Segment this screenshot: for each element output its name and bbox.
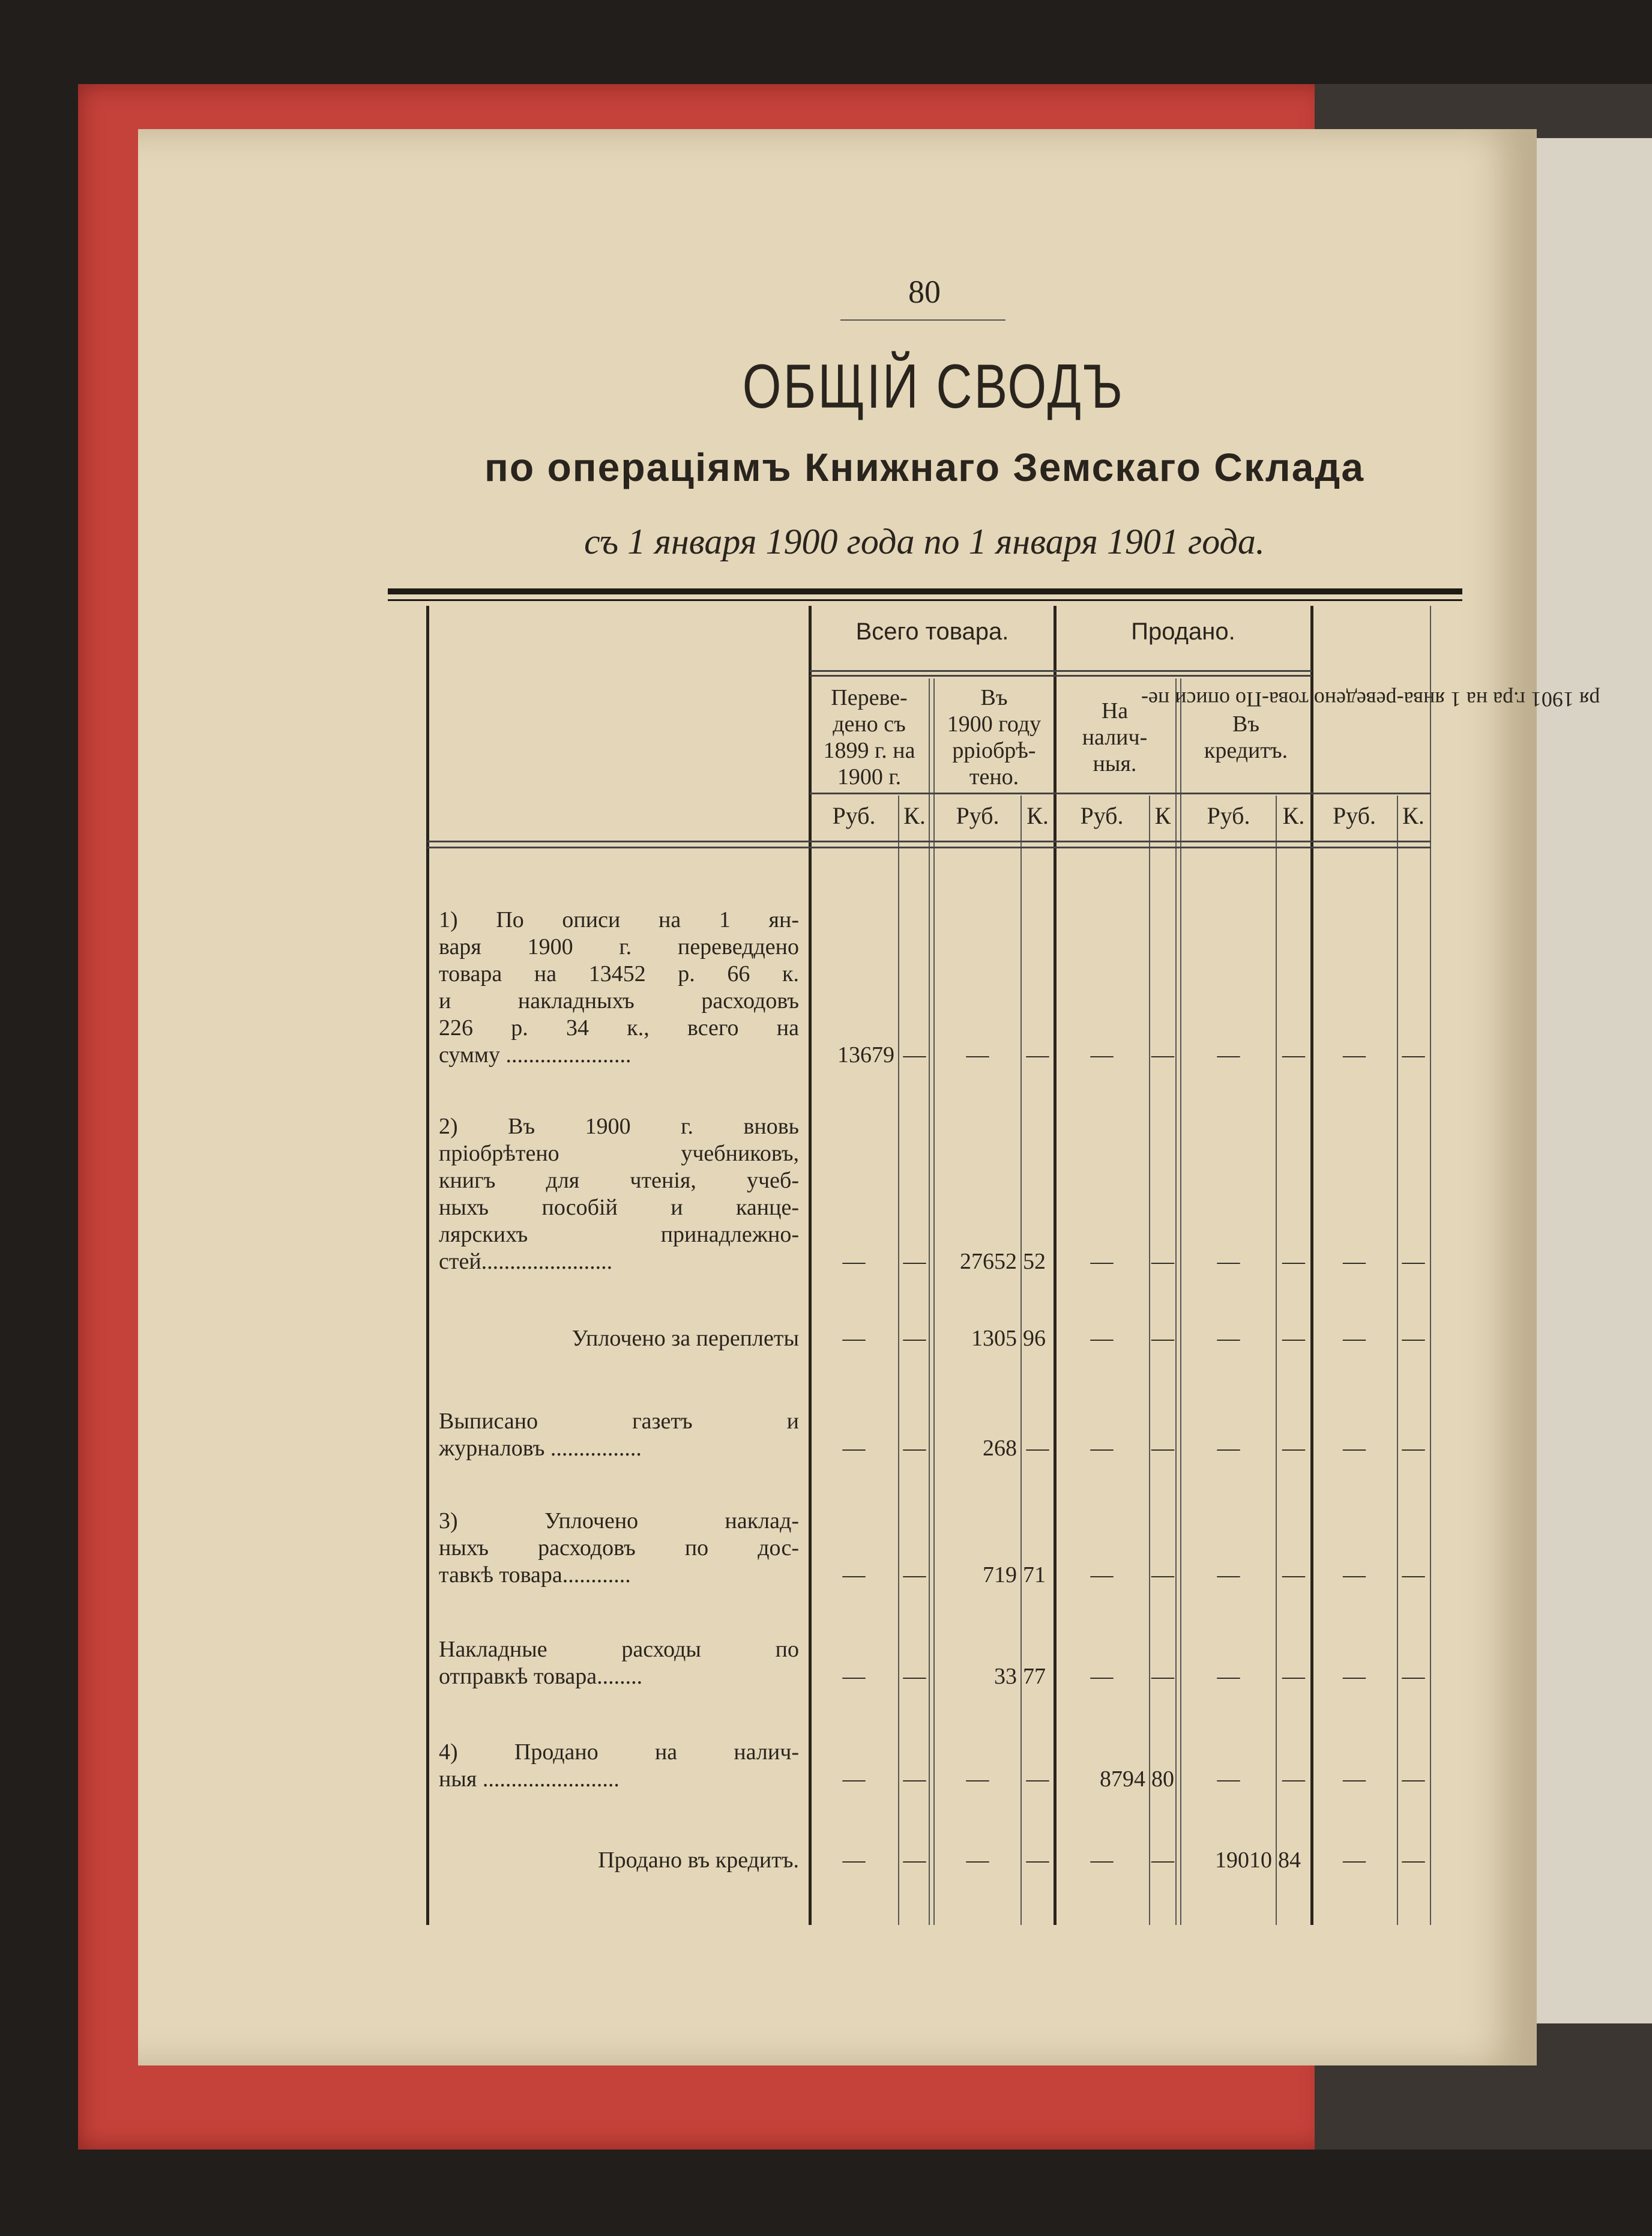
cell-value: — <box>842 1436 866 1461</box>
cell-value: — <box>1151 1249 1174 1274</box>
row-label-line: 4) Продано на налич- <box>439 1739 799 1765</box>
cell-value: — <box>903 1848 926 1873</box>
cell-value: — <box>903 1436 926 1461</box>
cell-value: — <box>842 1249 866 1274</box>
cell-value: 71 <box>1023 1562 1046 1588</box>
cell-value: — <box>1151 1562 1174 1588</box>
col-line <box>929 678 930 1925</box>
row-label <box>439 1408 799 1462</box>
cell-value: — <box>1402 1766 1425 1792</box>
row-label <box>439 1508 799 1589</box>
col-line <box>933 678 935 1925</box>
cell-value: — <box>1402 1664 1425 1689</box>
subheader-line: 1900 г. <box>837 764 902 790</box>
cell-value: — <box>1282 1436 1305 1461</box>
cell-value: — <box>1217 1664 1240 1689</box>
cell-value: — <box>1343 1848 1366 1873</box>
cell-value: 52 <box>1023 1249 1046 1274</box>
cell-value: — <box>1343 1436 1366 1461</box>
cell-value: — <box>1217 1326 1240 1351</box>
unit-label: К. <box>903 802 926 829</box>
cell-value: — <box>1402 1249 1425 1274</box>
header-total-goods: Всего товара. <box>855 618 1009 645</box>
header-sold: Продано. <box>1131 618 1235 645</box>
row-label-line: Выписано газетъ и <box>439 1409 799 1434</box>
cell-value: — <box>1090 1436 1114 1461</box>
subheader-line: тено. <box>969 764 1019 790</box>
col-line <box>1430 606 1431 1925</box>
cell-value: — <box>1282 1664 1305 1689</box>
row-label-line: отправкѣ товара........ <box>439 1664 643 1689</box>
cell-value: 33 <box>994 1664 1017 1689</box>
cell-value: — <box>903 1249 926 1274</box>
row-label <box>439 907 799 1069</box>
cell-value: — <box>1151 1664 1174 1689</box>
row-label-line: журналовъ ................ <box>439 1436 642 1461</box>
row-label-line: Накладные расходы по <box>439 1637 799 1662</box>
row-label <box>439 1113 799 1275</box>
unit-label: К. <box>1026 802 1049 829</box>
cell-value: — <box>966 1042 989 1068</box>
subheader-0 <box>810 681 929 793</box>
unit-label: Руб. <box>1207 802 1250 829</box>
subheader-line: pріобрѣ- <box>952 737 1036 763</box>
cell-value: — <box>1343 1042 1366 1068</box>
cell-value: — <box>903 1766 926 1792</box>
row-label-line: ныя ........................ <box>439 1766 620 1792</box>
cell-value: 268 <box>983 1436 1017 1461</box>
unit-label: Руб. <box>1332 802 1376 829</box>
row-label <box>439 1636 799 1690</box>
cell-value: — <box>1343 1562 1366 1588</box>
cell-value: — <box>1090 1249 1114 1274</box>
top-rule <box>388 588 1462 594</box>
cell-value: — <box>1282 1562 1305 1588</box>
cell-value: — <box>966 1766 989 1792</box>
col-line <box>1175 678 1177 1925</box>
row-label-line: тавкѣ товара............ <box>439 1562 631 1588</box>
rotated-header-line: ра на 1 янва- <box>1396 687 1514 712</box>
row-label-line: товара на 13452 р. 66 к. <box>439 961 799 987</box>
cell-value: 80 <box>1151 1766 1174 1792</box>
cell-value: — <box>1282 1249 1305 1274</box>
page-number-rule <box>840 319 1005 321</box>
row-label-line: ныхъ пособій и канце- <box>439 1195 799 1220</box>
cell-value: — <box>1343 1249 1366 1274</box>
rotated-header-line: По описи пе- <box>1141 687 1262 712</box>
row-line <box>810 675 1312 677</box>
row-label-line: 2) Въ 1900 г. вновь <box>439 1114 799 1139</box>
cell-value: — <box>1026 1848 1049 1873</box>
subheader-line: Въ <box>980 684 1008 710</box>
col-line <box>1020 796 1022 1925</box>
cell-value: — <box>1090 1562 1114 1588</box>
cell-value: — <box>842 1326 866 1351</box>
cell-value: — <box>1090 1848 1114 1873</box>
cell-value: 84 <box>1278 1848 1301 1873</box>
row-label-line: сумму ...................... <box>439 1042 632 1068</box>
row-line <box>427 841 1431 842</box>
date-range: съ 1 января 1900 года по 1 января 1901 года. <box>584 522 1265 561</box>
unit-label: Руб. <box>832 802 876 829</box>
unit-label: Руб. <box>956 802 999 829</box>
cell-value: — <box>1151 1848 1174 1873</box>
cell-value: 19010 <box>1215 1848 1272 1873</box>
cell-value: — <box>1026 1042 1049 1068</box>
cell-value: 96 <box>1023 1326 1046 1351</box>
col-line <box>1276 796 1277 1925</box>
col-line <box>1397 796 1398 1925</box>
cell-value: — <box>1343 1326 1366 1351</box>
row-label-line: лярскихъ принадлежно- <box>439 1222 799 1247</box>
row-label-line: варя 1900 г. переведдено <box>439 934 799 959</box>
rotated-header-line: реведено това- <box>1262 687 1397 712</box>
cell-value: — <box>966 1848 989 1873</box>
row-label <box>439 1739 799 1793</box>
page-title: ОБЩІЙ СВОДЪ <box>742 352 1125 422</box>
cell-value: — <box>1402 1042 1425 1068</box>
subheader-line: Переве- <box>831 684 908 710</box>
row-label <box>439 1847 799 1874</box>
cell-value: — <box>1217 1042 1240 1068</box>
subheader-line: Въ <box>1232 711 1259 737</box>
col-line <box>426 606 429 1925</box>
cell-value: — <box>1217 1249 1240 1274</box>
cell-value: — <box>1090 1664 1114 1689</box>
subheader-line: ныя. <box>1093 751 1137 776</box>
cell-value: — <box>1282 1326 1305 1351</box>
cell-value: — <box>903 1326 926 1351</box>
cell-value: — <box>1282 1042 1305 1068</box>
cell-value: — <box>1026 1766 1049 1792</box>
row-label-line: ныхъ расходовъ по дос- <box>439 1535 799 1561</box>
subheader-1 <box>935 681 1054 793</box>
cell-value: 1305 <box>971 1326 1017 1351</box>
cell-value: — <box>1217 1766 1240 1792</box>
page-number: 80 <box>908 274 941 310</box>
cell-value: — <box>1402 1562 1425 1588</box>
row-label-line: пріобрѣтено учебниковъ, <box>439 1141 799 1166</box>
col-line <box>1149 796 1150 1925</box>
page-subtitle: по операціямъ Книжнаго Земскаго Склада <box>484 445 1365 489</box>
subheader-line: кредитъ. <box>1204 737 1288 763</box>
unit-label: К <box>1154 802 1171 829</box>
row-label-line: и накладныхъ расходовъ <box>439 988 799 1014</box>
cell-value: — <box>842 1664 866 1689</box>
cell-value: — <box>1217 1562 1240 1588</box>
col-line <box>1180 678 1181 1925</box>
row-label-line: 3) Уплочено наклад- <box>439 1508 799 1533</box>
cell-value: — <box>1402 1848 1425 1873</box>
cell-value: — <box>1151 1326 1174 1351</box>
row-line <box>810 793 1431 794</box>
cell-value: — <box>842 1848 866 1873</box>
unit-label: Руб. <box>1080 802 1124 829</box>
row-label-line: Уплочено за переплеты <box>571 1326 799 1351</box>
cell-value: — <box>1090 1326 1114 1351</box>
cell-value: — <box>1217 1436 1240 1461</box>
subheader-line: налич- <box>1082 724 1148 750</box>
subheader-line: 1900 году <box>947 711 1042 737</box>
cell-value: — <box>903 1562 926 1588</box>
cell-value: — <box>1151 1042 1174 1068</box>
row-label-line: книгъ для чтенія, учеб- <box>439 1168 799 1193</box>
top-rule-thin <box>388 599 1462 601</box>
cell-value: — <box>842 1562 866 1588</box>
rotated-header-line: ря 1901 г. <box>1513 687 1600 712</box>
cell-value: — <box>903 1664 926 1689</box>
row-label-line: 226 р. 34 к., всего на <box>439 1015 799 1041</box>
cell-value: 13679 <box>837 1042 894 1068</box>
cell-value: — <box>1090 1042 1114 1068</box>
cell-value: — <box>1026 1436 1049 1461</box>
cell-value: — <box>1402 1326 1425 1351</box>
row-label <box>439 1325 799 1352</box>
col-line <box>898 796 899 1925</box>
row-label-line: 1) По описи на 1 ян- <box>439 907 799 932</box>
cell-value: — <box>903 1042 926 1068</box>
cell-value: — <box>1343 1766 1366 1792</box>
row-label-line: стей....................... <box>439 1249 613 1274</box>
cell-value: 719 <box>983 1562 1017 1588</box>
subheader-line: 1899 г. на <box>823 737 915 763</box>
row-line <box>810 670 1312 672</box>
next-page-edge <box>1525 138 1652 2023</box>
subheader-line: дено съ <box>833 711 906 737</box>
cell-value: — <box>1402 1436 1425 1461</box>
unit-label: К. <box>1402 802 1424 829</box>
cell-value: — <box>1282 1766 1305 1792</box>
row-label-line: Продано въ кредитъ. <box>598 1848 799 1873</box>
subheader-line: На <box>1101 698 1129 724</box>
cell-value: 27652 <box>960 1249 1017 1274</box>
cell-value: 8794 <box>1100 1766 1145 1792</box>
cell-value: 77 <box>1023 1664 1046 1689</box>
cell-value: — <box>842 1766 866 1792</box>
cell-value: — <box>1151 1436 1174 1461</box>
unit-label: К. <box>1282 802 1305 829</box>
row-line <box>427 847 1431 848</box>
cell-value: — <box>1343 1664 1366 1689</box>
